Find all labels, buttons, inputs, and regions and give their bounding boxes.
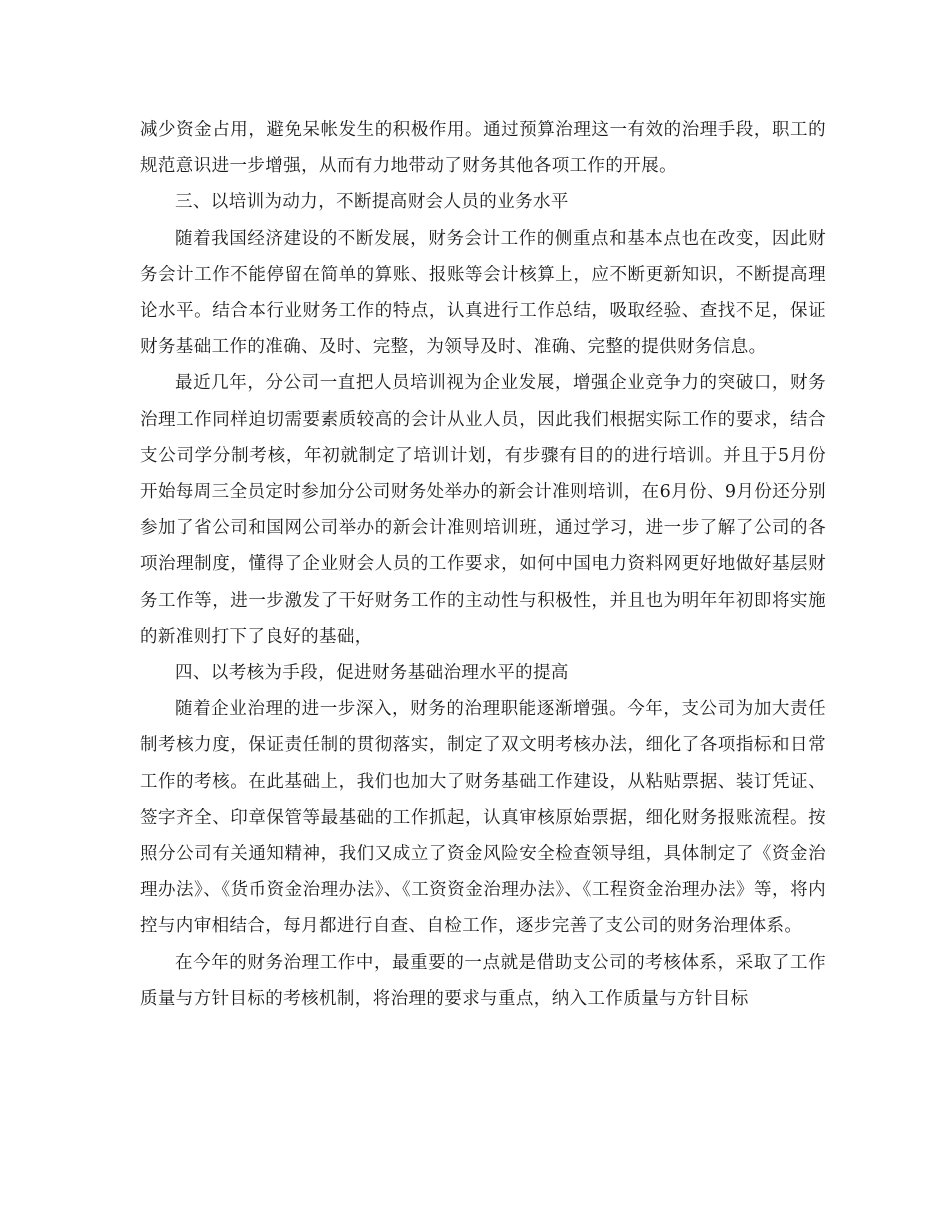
paragraph-staff-training: 最近几年，分公司一直把人员培训视为企业发展，增强企业竞争力的突破口，财务治理工作同样迫切需要素质较高的会计从业人员，因此我们根据实际工作的要求，结合支公司学分制考核，年初就制定了培训计划，有步骤有目的的进行培训。并且于5月份开始每周三全员定时参加分公司财务处举办的新会计准则培训，在6月份、9月份还分别参加了省公司和国网公司举办的新会计准则培训班，通过学习，进一步了解了公司的各项治理制度，懂得了企业财会人员的工作要求，如何中国电力资料网更好地做好基层财务工作等，进一步激发了干好财务工作的主动性与积极性，并且也为明年年初即将实施的新准则打下了良好的基础， — [140, 373, 826, 647]
paragraph-continuation: 减少资金占用，避免呆帐发生的积极作用。通过预算治理这一有效的治理手段，职工的规范意识进一步增强，从而有力地带动了财务其他各项工作的开展。 — [140, 120, 826, 177]
section-heading-training: 三、以培训为动力，不断提高财会人员的业务水平 — [175, 192, 569, 213]
section-heading-assessment: 四、以考核为手段，促进财务基础治理水平的提高 — [175, 663, 569, 684]
document-body — [140, 112, 826, 1017]
paragraph-quality-targets: 在今年的财务治理工作中，最重要的一点就是借助支公司的考核体系，采取了工作质量与方针目标的考核机制，将治理的要求与重点，纳入工作质量与方针目标 — [140, 952, 826, 1009]
paragraph-accounting-development: 随着我国经济建设的不断发展，财务会计工作的侧重点和基本点也在改变，因此财务会计工作不能停留在简单的算账、报账等会计核算上，应不断更新知识，不断提高理论水平。结合本行业财务工作的特点，认真进行工作总结，吸取经验、查找不足，保证财务基础工作的准确、及时、完整，为领导及时、准确、完整的提供财务信息。 — [140, 228, 826, 358]
paragraph-management-assessment: 随着企业治理的进一步深入，财务的治理职能逐渐增强。今年，支公司为加大责任制考核力度，保证责任制的贯彻落实，制定了双文明考核办法，细化了各项指标和日常工作的考核。在此基础上，我们也加大了财务基础工作建设，从粘贴票据、装订凭证、签字齐全、印章保管等最基础的工作抓起，认真审核原始票据，细化财务报账流程。按照分公司有关通知精神，我们又成立了资金风险安全检查领导组，具体制定了《资金治理办法》、《货币资金治理办法》、《工资资金治理办法》、《工程资金治理办法》等，将内控与内审相结合，每月都进行自查、自检工作，逐步完善了支公司的财务治理体系。 — [140, 699, 826, 937]
